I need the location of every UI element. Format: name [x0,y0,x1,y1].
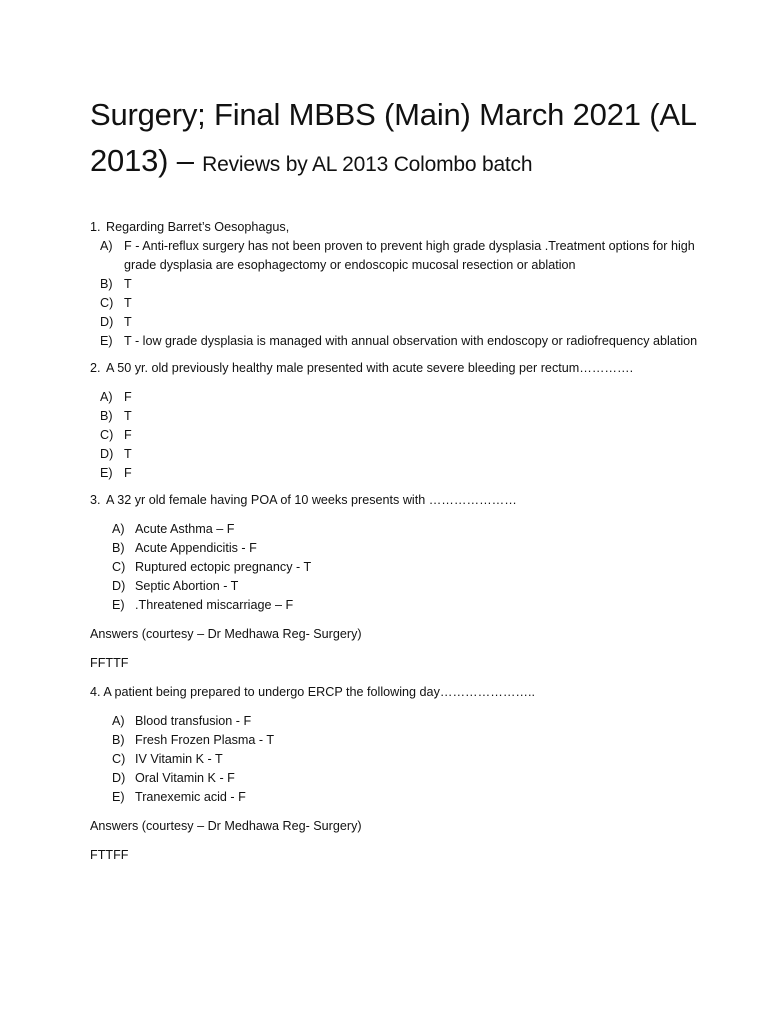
option-text: Blood transfusion - F [135,714,252,728]
option-label: E) [100,334,113,348]
question-number: 4. [90,685,101,699]
option-label: D) [100,447,114,461]
document-title [90,92,708,188]
option-label: E) [112,598,125,612]
option-text: F [124,390,132,404]
option-list [90,388,708,483]
option-list [90,712,708,807]
option-text: Fresh Frozen Plasma - T [135,733,275,747]
option-label: B) [112,733,125,747]
option-label: A) [100,390,113,404]
option-text: F - Anti-reflux surgery has not been proven to prevent high grade dysplasia .Treatment options for high grade dysplasia are esophagectomy or endoscopic mucosal resection or ablation [124,239,695,272]
option-text: T [124,409,132,423]
option-list [90,237,708,351]
option-item [90,426,708,445]
option-label: D) [112,771,126,785]
option-label: A) [100,239,113,253]
option-text: Tranexemic acid - F [135,790,246,804]
question-3 [90,491,708,673]
option-label: A) [112,522,125,536]
option-label: C) [112,752,126,766]
option-item [90,464,708,483]
option-text: T [124,315,132,329]
question-text: A 32 yr old female having POA of 10 weeks presents with ………………… [106,493,517,507]
option-item [90,558,708,577]
question-stem [90,218,708,237]
option-text: Acute Asthma – F [135,522,235,536]
question-text: Regarding Barret’s Oesophagus, [106,220,290,234]
option-label: B) [100,409,113,423]
option-label: B) [100,277,113,291]
option-item [90,237,708,275]
title-subtitle: Reviews by AL 2013 Colombo batch [202,153,533,176]
option-item [90,750,708,769]
question-4 [90,683,708,865]
option-text: IV Vitamin K - T [135,752,223,766]
option-item [90,407,708,426]
option-text: F [124,466,132,480]
answers-note: Answers (courtesy – Dr Medhawa Reg- Surgery) [90,819,362,833]
question-number: 1. [90,220,101,234]
option-text: T [124,447,132,461]
question-2 [90,359,708,483]
option-item [90,520,708,539]
option-text: Ruptured ectopic pregnancy - T [135,560,312,574]
option-item [90,313,708,332]
option-item [90,388,708,407]
option-text: Oral Vitamin K - F [135,771,235,785]
answer-key: FTTFF [90,848,129,862]
option-item [90,577,708,596]
option-label: B) [112,541,125,555]
question-stem [90,359,708,378]
option-item [90,294,708,313]
option-item [90,788,708,807]
question-number: 3. [90,493,101,507]
question-stem [90,491,708,510]
option-item [90,332,708,351]
option-item [90,275,708,294]
answers-note: Answers (courtesy – Dr Medhawa Reg- Surgery) [90,627,362,641]
option-label: E) [100,466,113,480]
question-text: A 50 yr. old previously healthy male presented with acute severe bleeding per rectum…………. [106,361,634,375]
option-list [90,520,708,615]
option-text: T - low grade dysplasia is managed with annual observation with endoscopy or radiofrequency ablation [124,334,698,348]
option-label: D) [112,579,126,593]
option-text: .Threatened miscarriage – F [135,598,294,612]
option-item [90,539,708,558]
option-label: A) [112,714,125,728]
question-text: A patient being prepared to undergo ERCP the following day………………….. [103,685,536,699]
question-number: 2. [90,361,101,375]
option-text: F [124,428,132,442]
option-label: C) [112,560,126,574]
option-label: E) [112,790,125,804]
option-text: T [124,277,132,291]
option-text: T [124,296,132,310]
option-label: D) [100,315,114,329]
title-main: Surgery; Final MBBS (Main) March 2021 (AL 2013) – [90,97,696,178]
option-item [90,731,708,750]
option-text: Acute Appendicitis - F [135,541,257,555]
option-text: Septic Abortion - T [135,579,239,593]
question-stem [90,683,708,702]
option-label: C) [100,296,114,310]
question-1 [90,218,708,351]
answer-key: FFTTF [90,656,129,670]
option-item [90,769,708,788]
option-label: C) [100,428,114,442]
option-item [90,596,708,615]
option-item [90,445,708,464]
option-item [90,712,708,731]
